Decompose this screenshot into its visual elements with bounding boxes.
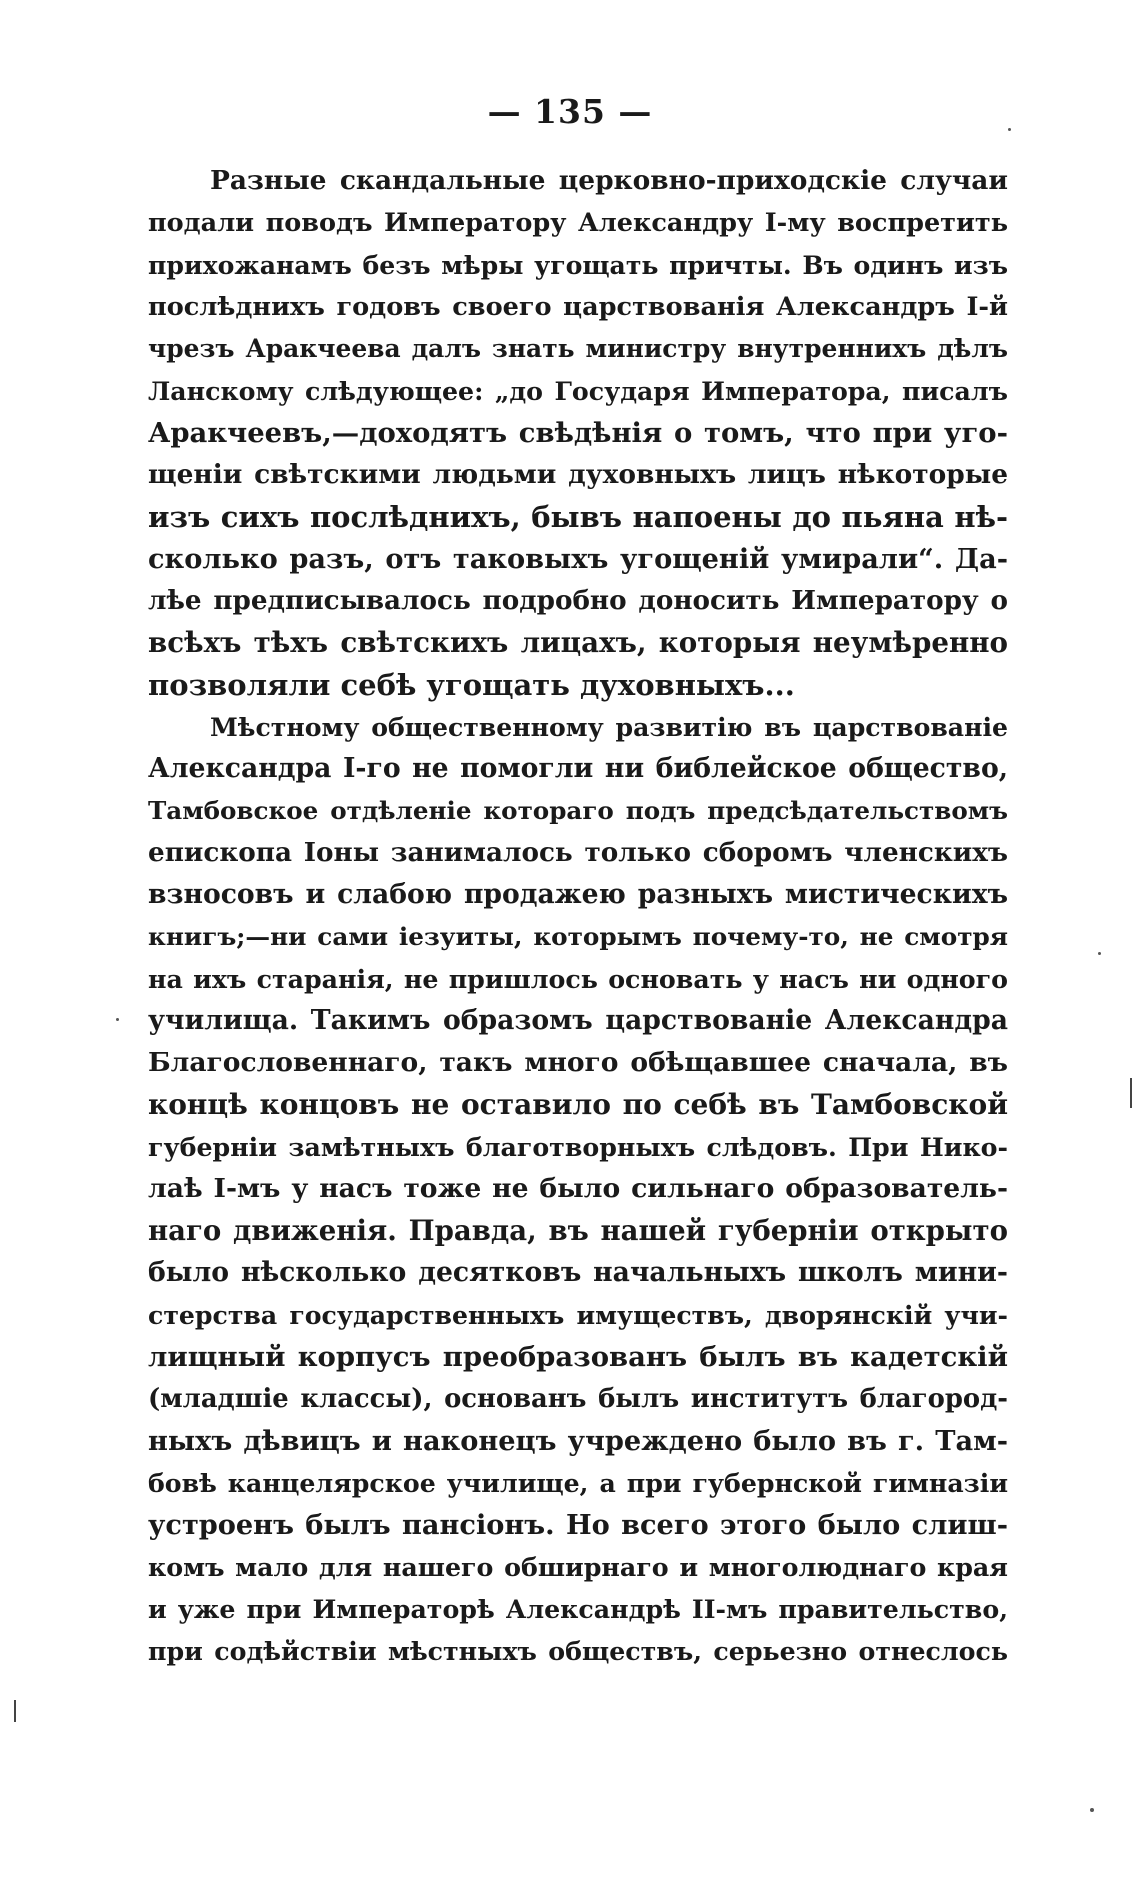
scan-speck bbox=[1008, 128, 1011, 131]
text-line: Тамбовское отдѣленіе котораго подъ предсѣдательствомъ bbox=[148, 796, 1008, 825]
text-line: Мѣстному общественному развитію въ царствованіе bbox=[210, 712, 1008, 742]
scan-edge-mark bbox=[1130, 1078, 1132, 1108]
text-line: прихожанамъ безъ мѣры угощать причты. Въ одинъ изъ bbox=[148, 250, 1008, 280]
text-line: училища. Такимъ образомъ царствованіе Александра bbox=[148, 1005, 1008, 1036]
scan-speck bbox=[1090, 1808, 1094, 1812]
text-line: взносовъ и слабою продажею разныхъ мистическихъ bbox=[148, 879, 1008, 910]
scan-speck bbox=[1098, 952, 1101, 955]
body-text bbox=[148, 160, 1008, 1672]
scan-speck bbox=[116, 1018, 119, 1021]
page-number: — 135 — bbox=[487, 92, 653, 131]
text-line: при содѣйствіи мѣстныхъ обществъ, серьезно отнеслось bbox=[148, 1636, 1008, 1666]
text-line: комъ мало для нашего обширнаго и многолюднаго края bbox=[148, 1552, 1008, 1582]
text-line: Александра I-го не помогли ни библейское общество, bbox=[148, 753, 1008, 784]
text-line: Ланскому слѣдующее: „до Государя Императора, писалъ bbox=[148, 376, 1008, 406]
text-line: лаѣ I-мъ у насъ тоже не было сильнаго образователь- bbox=[148, 1173, 1008, 1204]
text-line: изъ сихъ послѣднихъ, бывъ напоены до пьяна нѣ- bbox=[148, 500, 1008, 534]
text-line: наго движенія. Правда, въ нашей губерніи открыто bbox=[148, 1215, 1008, 1247]
text-line: чрезъ Аракчеева далъ знать министру внутреннихъ дѣлъ bbox=[148, 334, 1008, 363]
text-line: послѣднихъ годовъ своего царствованія Александръ I-й bbox=[148, 292, 1008, 322]
text-line: книгъ;—ни сами іезуиты, которымъ почему-то, не смотря bbox=[148, 922, 1008, 951]
text-line: лѣе предписывалось подробно доносить Императору о bbox=[148, 585, 1008, 616]
scan-edge-mark bbox=[14, 1700, 16, 1722]
text-line: Благословеннаго, такъ много обѣщавшее сначала, въ bbox=[148, 1047, 1008, 1078]
text-line: ныхъ дѣвицъ и наконецъ учреждено было въ г. Там- bbox=[148, 1425, 1008, 1457]
text-line: было нѣсколько десятковъ начальныхъ школъ мини- bbox=[148, 1257, 1008, 1288]
text-line: всѣхъ тѣхъ свѣтскихъ лицахъ, которыя неумѣренно bbox=[148, 626, 1008, 659]
text-line: подали поводъ Императору Александру I-му воспретить bbox=[148, 208, 1008, 238]
text-line: (младшіе классы), основанъ былъ институтъ благород- bbox=[148, 1384, 1008, 1414]
text-line: губерніи замѣтныхъ благотворныхъ слѣдовъ. При Нико- bbox=[148, 1132, 1008, 1162]
text-line: епископа Іоны занималось только сборомъ членскихъ bbox=[148, 837, 1008, 868]
text-line: лищный корпусъ преобразованъ былъ въ кадетскій bbox=[148, 1341, 1008, 1373]
text-line: щеніи свѣтскими людьми духовныхъ лицъ нѣкоторые bbox=[148, 459, 1008, 490]
text-line: Аракчеевъ,—доходятъ свѣдѣнія о томъ, что при уго- bbox=[148, 417, 1008, 449]
text-line: бовѣ канцелярское училище, а при губернской гимназіи bbox=[148, 1468, 1008, 1498]
text-line: устроенъ былъ пансіонъ. Но всего этого было слиш- bbox=[148, 1509, 1008, 1541]
text-line: и уже при Императорѣ Александрѣ II-мъ правительство, bbox=[148, 1594, 1008, 1624]
text-line: стерства государственныхъ имуществъ, дворянскій учи- bbox=[148, 1300, 1008, 1330]
text-line: сколько разъ, отъ таковыхъ угощеній умирали“. Да- bbox=[148, 543, 1008, 575]
text-line: концѣ концовъ не оставило по себѣ въ Тамбовской bbox=[148, 1088, 1008, 1121]
text-line: Разные скандальные церковно-приходскіе случаи bbox=[210, 165, 1008, 196]
text-line: позволяли себѣ угощать духовныхъ... bbox=[148, 668, 795, 702]
text-line: на ихъ старанія, не пришлось основать у насъ ни одного bbox=[148, 964, 1008, 994]
